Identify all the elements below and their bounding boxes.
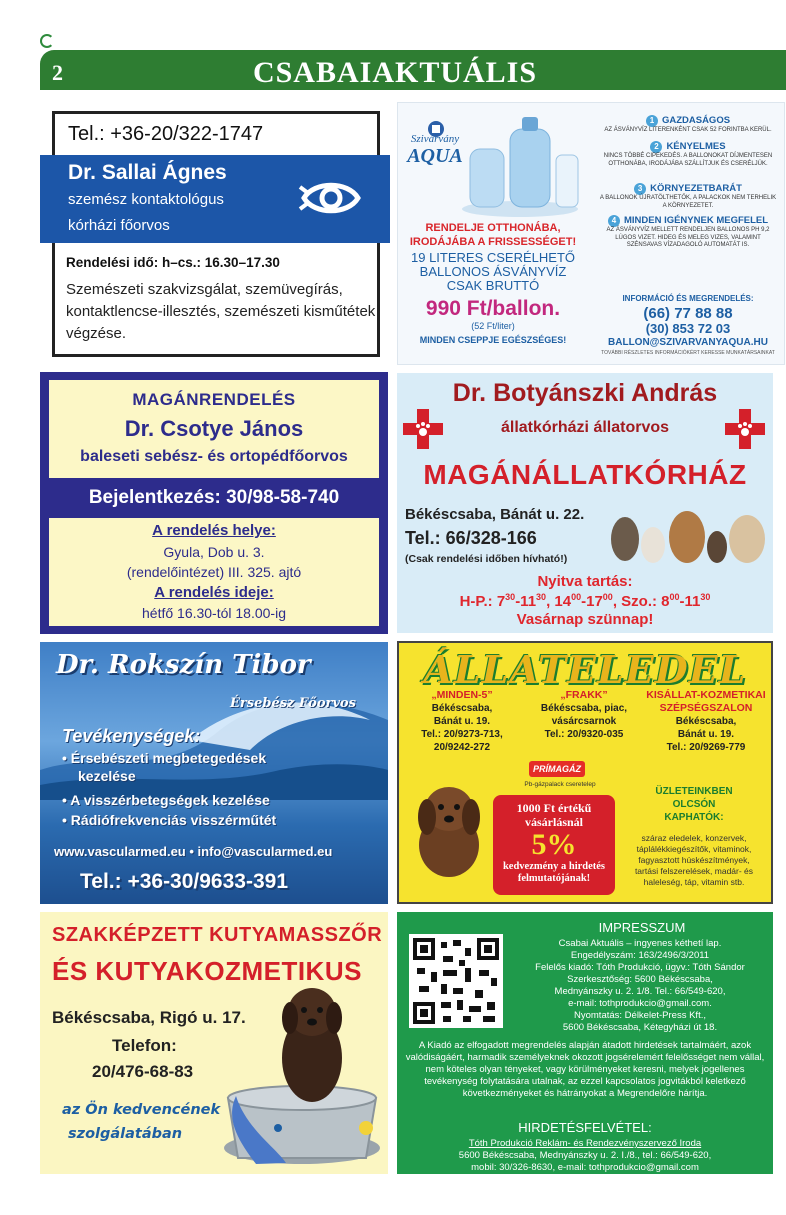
page-number: 2 (52, 60, 63, 85)
goods-line: fagyasztott húskészítmények, (638, 855, 750, 865)
publication-title: CSABAIAKTUÁLIS (252, 56, 538, 89)
aqua-red-headline (398, 221, 588, 249)
doctor-position: kórházi főorvos (68, 217, 170, 234)
ad-aqua (397, 102, 785, 365)
store-column (645, 689, 767, 754)
feature-number: 1 (646, 115, 658, 127)
impresszum-heading: IMPRESSZUM (598, 920, 686, 935)
impresszum-line: Nyomtatás: Délkelet-Press Kft., (574, 1010, 706, 1021)
feature-head: MINDEN IGÉNYNEK MEGFELEL (623, 215, 769, 226)
goods-list (619, 833, 769, 888)
store-line: Békéscsaba, (675, 716, 737, 727)
ad-allateledel (397, 641, 773, 904)
aqua-feature (598, 183, 778, 210)
availability-line: KAPHATÓK: (664, 812, 724, 823)
ad-title: ÁLLATELEDEL (423, 647, 747, 692)
clinic-address: Békéscsaba, Bánát u. 22. (405, 506, 585, 523)
store-name: „FRAKK” (560, 689, 608, 701)
feature-head: KÖRNYEZETBARÁT (650, 183, 742, 194)
aqua-email: BALLON@SZIVARVANYAQUA.HU (608, 337, 768, 348)
doctor-title: baleseti sebész- és ortopédfőorvos (80, 448, 348, 465)
ad-rokszin (40, 642, 388, 904)
feature-text: NINCS TÖBBÉ CIPEKEDÉS. A BALLONOKAT DÍJMENTESEN OTTHONÁBA, IRODÁJÁBA SZÁLLÍTJUK ÉS CSERÉLJÜK. (603, 153, 773, 167)
aqua-blue-line: BALLONOS ÁSVÁNYVÍZ (419, 264, 567, 279)
feature-head: GAZDASÁGOS (661, 115, 731, 126)
ads-line: 5600 Békéscsaba, Mednyánszky u. 2. I./8., tel.: 66/549-620, (458, 1150, 712, 1161)
services-text: Szemészeti szakvizsgálat, szemüvegírás, kontaktlencse-illesztés, szemészeti kisműtétek végzése. (66, 281, 376, 342)
phone: 20/476-68-83 (92, 1062, 194, 1081)
store-column (401, 689, 523, 754)
ad-sallai (40, 107, 385, 357)
feature-number: 3 (634, 183, 646, 195)
discount-line: kedvezmény a hirdetés (502, 861, 606, 872)
ad-address: Békéscsaba, Rigó u. 17. (52, 1008, 246, 1027)
availability-line: OLCSÓN (672, 799, 716, 810)
impresszum-line: Csabai Aktuális – ingyenes kéthetí lap. (558, 938, 722, 949)
booking-phone: Bejelentkezés: 30/98-58-740 (88, 487, 340, 508)
place-line: Gyula, Dob u. 3. (163, 544, 265, 560)
phone-label: Telefon: (112, 1036, 177, 1055)
puppy-image (403, 773, 495, 883)
aqua-phone-2: (30) 853 72 03 (645, 321, 731, 336)
aqua-blue-line: 19 LITERES CSERÉLHETŐ (411, 250, 575, 265)
clinic-name: MAGÁNÁLLATKÓRHÁZ (423, 459, 747, 490)
ads-heading: HIRDETÉSFELVÉTEL: (518, 1120, 652, 1135)
time-line: hétfő 16.30-tól 18.00-ig (142, 605, 286, 621)
discount-line: felmutatójának! (517, 873, 591, 884)
store-name: KISÁLLAT-KOZMETIKAI SZÉPSÉGSZALON (646, 689, 766, 714)
availability-line: ÜZLETEINKBEN (655, 786, 733, 797)
doctor-name: Dr. Csotye János (124, 416, 304, 441)
goods-line: táplálékkiegészítők, vitaminok, (636, 844, 752, 854)
ad-csotye (40, 372, 388, 634)
activity-item: kezelése (78, 768, 136, 784)
aqua-red-line: IRODÁJÁBA A FRISSESSÉGET! (409, 236, 577, 248)
aqua-feature (598, 141, 778, 168)
impresszum-line: Felelős kiadó: Tóth Produkció, ügyv.: Tóth Sándor (535, 962, 745, 973)
place-heading: A rendelés helye: (152, 522, 276, 539)
store-column (523, 689, 645, 741)
time-heading: A rendelés ideje: (154, 584, 274, 601)
store-line: Békéscsaba, (431, 703, 493, 714)
store-line: Tel.: 20/9273-713, (421, 729, 503, 740)
feature-text: A BALLONOK ÚJRATÖLTHETŐK, A PALACKOK NEM TERHELIK A KÖRNYEZETET. (599, 195, 777, 209)
aqua-feature (598, 215, 778, 250)
office-hours: Rendelési idő: h–cs.: 16.30–17.30 (66, 255, 280, 270)
store-line: Bánát u. 19. (433, 716, 491, 727)
aqua-info-head: INFORMÁCIÓ ÉS MEGRENDELÉS: (622, 294, 754, 303)
goods-line: haleleség, táp, vitamin stb. (643, 877, 745, 887)
store-line: Tel.: 20/9320-035 (544, 729, 624, 740)
impresszum-line: Engedélyszám: 163/2496/3/2011 (570, 950, 710, 961)
aqua-logo-main: AQUA (407, 145, 463, 167)
store-line: vásárcsarnok (551, 716, 617, 727)
aqua-more-info: TOVÁBBI RÉSZLETES INFORMÁCIÓKÉRT KERESSE MUNKATÁRSAINKAT (601, 350, 775, 356)
ad-inner-panel (49, 380, 379, 626)
feature-text: AZ ÁSVÁNYVÍZ LITERENKÉNT CSAK 52 FORINTBA KERÜL. (604, 127, 772, 133)
feature-head: KÉNYELMES (666, 141, 726, 152)
vet-name: Dr. Botyánszki András (452, 379, 718, 407)
impresszum-line: Szerkesztőség: 5600 Békéscsaba, (567, 974, 713, 985)
impresszum (397, 912, 773, 1174)
phone-note: (Csak rendelési időben hívható!) (405, 553, 568, 565)
availability-heading (619, 785, 769, 824)
feature-text: AZ ÁSVÁNYVÍZ MELLETT RENDELJEN BALLONOS PH 9,2 LÚGOS VIZET. HIDEG ÉS MELEG VIZES, VALAMINT SZÉNSAVAS VÍZADAGOLÓ AUTOMATÁT IS. (606, 227, 770, 248)
aqua-per-liter: (52 Ft/liter) (471, 321, 515, 331)
slogan-line: szolgálatában (68, 1126, 183, 1142)
activity-item: • Érsebészeti megbetegedések (62, 750, 267, 766)
primagaz-logo: PRÍMAGÁZ (529, 761, 585, 777)
closed-day: Vasárnap szünnap! (516, 611, 654, 628)
goods-line: száraz eledelek, konzervek, (641, 833, 747, 843)
store-line: Békéscsaba, piac, (540, 703, 628, 714)
activities-heading: Tevékenységek: (62, 726, 201, 746)
aqua-blue-line: CSAK BRUTTÓ (446, 278, 540, 293)
aqua-blue-headline (398, 251, 588, 293)
aqua-red-line: RENDELJE OTTHONÁBA, (425, 222, 561, 234)
ad-kicker: MAGÁNRENDELÉS (132, 390, 296, 409)
clinic-phone: Tel.: 66/328-166 (405, 528, 537, 548)
store-line: Bánát u. 19. (677, 729, 735, 740)
qr-code-image (409, 934, 503, 1028)
doctor-title: Érsebész Főorvos (230, 696, 356, 711)
phone: Tel.: +36-30/9633-391 (80, 870, 289, 893)
aqua-feature (598, 115, 778, 135)
ads-line: Tóth Produkció Reklám- és Rendezvényszervező Iroda (468, 1138, 702, 1149)
ad-headline: SZAKKÉPZETT KUTYAMASSZŐR (52, 924, 383, 946)
store-line: Tel.: 20/9269-779 (666, 742, 746, 753)
aqua-slogan: MINDEN CSEPPJE EGÉSZSÉGES! (419, 335, 567, 345)
ad-headline: ÉS KUTYAKOZMETIKUS (52, 956, 362, 986)
doctor-title: szemész kontaktológus (68, 191, 224, 208)
ad-botyanszki (397, 373, 773, 633)
feature-number: 2 (650, 141, 662, 153)
discount-line: vásárlásnál (524, 815, 583, 829)
discount-line: 1000 Ft értékű (516, 801, 592, 815)
discount-percent: 5% (531, 828, 577, 861)
opening-hours: H-P.: $7^{30}-11^{30}$, $14^{00}-17^{00}$, Szo.: $8^{00}-11^{30}$ (459, 592, 711, 610)
impresszum-line: 5600 Békéscsaba, Kétegyházi út 18. (562, 1022, 718, 1033)
doctor-name: Dr. Rokszín Tibor (56, 650, 311, 680)
doctor-name: Dr. Sallai Ágnes (68, 161, 227, 184)
aqua-price: 990 Ft/ballon. (425, 297, 561, 320)
store-name: „MINDEN-5” (431, 689, 493, 701)
ad-kutyamasszor (40, 912, 388, 1174)
eye-icon (298, 173, 364, 223)
pets-group-image (607, 499, 769, 565)
discount-badge (493, 795, 615, 895)
aqua-logo-sub: Szivárvány (410, 133, 460, 145)
ad-phone: Tel.: +36-20/322-1747 (68, 123, 264, 145)
activity-item: • A visszérbetegségek kezelése (62, 792, 270, 808)
logo-swirl-icon (40, 34, 54, 48)
impresszum-line: Mednyánszky u. 2. 1/8. Tel.: 66/549-620, (554, 986, 726, 997)
primagaz-caption: Pb-gázpalack cseretelep (524, 781, 596, 788)
goods-line: tartási felszerelések, madár- és (634, 866, 754, 876)
feature-number: 4 (608, 215, 620, 227)
place-line: (rendelőintézet) III. 325. ajtó (126, 564, 302, 580)
water-bottles-image (460, 109, 582, 219)
aqua-phone-1: (66) 77 88 88 (643, 305, 733, 322)
store-line: 20/9242-272 (433, 742, 491, 753)
disclaimer-text: A Kiadó az elfogadott megrendelés alapján átadott hirdetések tartalmáért, azok valódiságáért, harmadik személyeknek okozott jogsérelemért felelősséget nem vállal, nem köteles olyan tényeket, vagy körülményeket keresni, melyek jogellenes tevékenység folytatására utalnak, az ezzel kapcsolatos jogvitákból keletkező következményeket és hátrányokat a Megrendelőre hárítja. (405, 1040, 765, 1099)
impresszum-line: e-mail: tothprodukcio@gmail.com. (568, 998, 712, 1009)
opening-heading: Nyitva tartás: (537, 573, 633, 590)
website-email: www.vascularmed.eu • info@vascularmed.eu (54, 844, 333, 859)
slogan-line: az Ön kedvencének (62, 1102, 221, 1118)
vet-title: állatkórházi állatorvos (500, 419, 670, 436)
dog-in-tub-image (216, 978, 386, 1170)
activity-item: • Rádiófrekvenciás visszérműtét (62, 812, 277, 828)
ads-line: mobil: 30/326-8630, e-mail: tothprodukcio@gmail.com (471, 1162, 699, 1173)
